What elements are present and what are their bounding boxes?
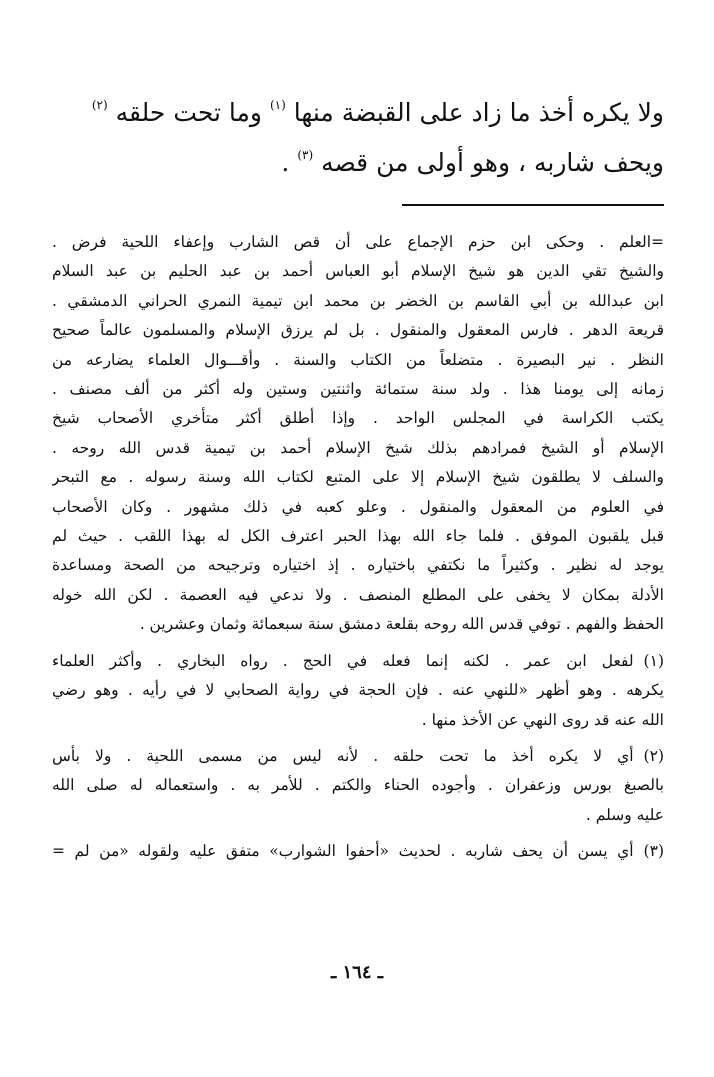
note-line: قريعة الدهر . فارس المعقول والمنقول . بل لم يرزق الإسلام والمسلمون عالماً صحيح [52,321,664,340]
main-line-2 [44,138,664,188]
note-line: يوجد له نظير . وكثيراً ما نكتفي باختياره . إذ اختياره وترجيحه من الصحة ومساعدة [52,556,664,575]
note-line: يكرهه . وهو أظهر «للنهي عنه . فإن الحجة في رواية الصحابي لا في رأيه . وهو رضي [52,681,664,700]
note-line: عليه وسلم . [585,805,664,824]
footnote-2 [52,742,664,830]
note-line [52,742,664,771]
main-line-2-text: ويحف شاربه ، وهو أولى من قصه [321,148,664,177]
note-line: الله عنه قد روى النهي عن الأخذ منها . [421,710,664,729]
note-line: قبل يلقبون الموفق . فلما جاء الله بهذا الحبر اعترف الكل له بهذا اللقب . حيث لم [52,527,664,546]
footnote-1 [52,647,664,735]
note-line: الإسلام أو الشيخ فمرادهم بذلك شيخ الإسلام أحمد بن تيمية قدس الله روحه . [52,438,664,457]
footnote-divider [402,204,664,206]
note-line: يكتب الكراسة في المجلس الواحد . وإذا أطلق أكثر متأخري الأصحاب شيخ [52,409,664,428]
note-line: =العلم . وحكى ابن حزم الإجماع على أن قص الشارب وإعفاء اللحية فرض . [52,233,664,251]
footnote-text: لفعل ابن عمر . لكنه إنما فعله في الحج . رواه البخاري . وأكثر العلماء [52,651,634,670]
note-line: زمانه إلى يومنا هذا . ولد سنة ستمائة واثنتين وستين وله أكثر من ألف مصنف . [52,380,664,399]
footnote-3 [52,837,664,866]
footnote-number: (٣) [643,842,664,861]
note-line: الحفظ والفهم . توفي قدس الله روحه بقلعة دمشق سنة سبعمائة وثمان وعشرين . [139,615,664,634]
note-line: الأدلة بمكان لا يخفى على المطلع المنصف . ولا ندعي فيه العصمة . لكن الله خوله [52,585,664,604]
note-line: النظر . نير البصيرة . متضلعاً من الكتاب والسنة . وأقـــوال العلماء يضارعه من [52,350,664,369]
footnote-text: أي لا يكره أخذ ما تحت حلقه . لأنه ليس من مسمى اللحية . ولا بأس [52,746,634,765]
note-line: والشيخ تقي الدين هو شيخ الإسلام أبو العباس أحمد بن عبد الحليم بن عبد السلام [52,262,664,281]
footnote-ref-3: (٣) [297,148,314,162]
main-line-1-text-2: وما تحت حلقه [115,98,263,127]
note-line: والسلف لا يطلقون شيخ الإسلام إلا على المتبع لكتاب الله وسنة رسوله . مع التبحر [52,468,664,487]
footnote-ref-2: (٢) [91,98,108,112]
page-number: ـ ١٦٤ ـ [330,962,384,983]
main-line-1-text: ولا يكره أخذ ما زاد على القبضة منها [293,98,664,127]
note-line: في العلوم من المعقول والمنقول . وعلو كعبه في ذلك مشهور . وكان الأصحاب [52,497,664,516]
note-line: ابن عبدالله بن أبي القاسم بن الخضر بن محمد ابن تيمية النمري الحراني الدمشقي . [52,291,664,310]
footnote-ref-1: (١) [269,98,286,112]
note-line [52,647,664,676]
footnote-number: (١) [643,651,664,670]
note-line [52,837,664,866]
main-line-2-end: . [281,148,290,177]
note-line: بالصبغ بورس وزعفران . وأجوده الحناء والكتم . للأمر به . واستعماله له صلى الله [52,776,664,795]
continuation-note [52,228,664,640]
footnotes-area [52,228,664,867]
footnote-number: (٢) [643,746,664,765]
footnote-text: أي يسن أن يحف شاربه . لحديث «أحفوا الشوارب» متفق عليه ولقوله «من لم = [52,842,634,861]
main-text [44,88,664,188]
main-line-1 [44,88,664,138]
